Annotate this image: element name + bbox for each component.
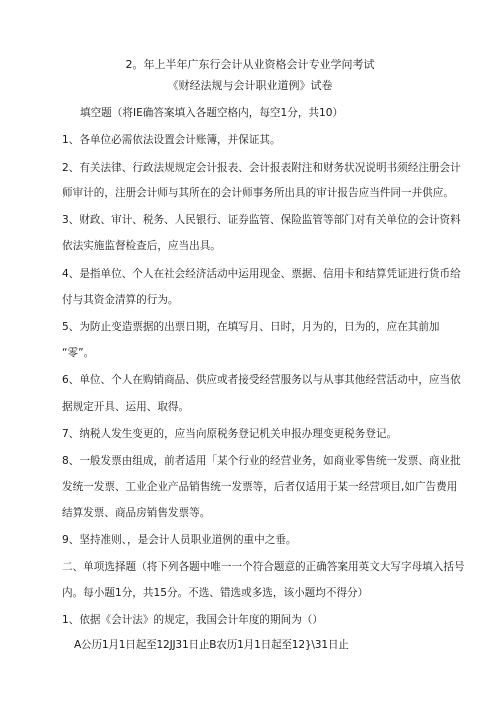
- question-8-line-2: 发统一发票、工业企业产品销售统一发票等，后者仅适用于某一经营项目,如广告费用: [62, 481, 458, 493]
- choice-question-1-options: A公历1月1日起至12JJ31日止B农历1月1日起至12}\31日止: [74, 639, 349, 651]
- question-8-line-3: 结算发票、商品房销售发票等。: [62, 507, 211, 519]
- question-6-line-1: 6、单位、个人在购销商品、供应或者接受经营服务以与从事其他经营活动中，应当依: [62, 374, 461, 386]
- question-7: 7、纳税人发生变更的，应当向原税务登记机关申报办理变更税务登记。: [62, 428, 398, 440]
- question-4-line-2: 付与其资金清算的行为。: [62, 294, 179, 306]
- section-heading-single-choice-line-1: 二、单项选择题（将下列各题中唯一一个符合题意的正确答案用英文大写字母填入括号: [62, 561, 465, 573]
- question-9: 9、坚持准则、，是会计人员职业道例的重中之垂。: [62, 534, 297, 546]
- question-2-line-1: 2、有关法律、行政法规规定会计报表、会计报表附注和财务状况说明书须经注册会计: [62, 162, 461, 174]
- question-1: 1、各单位必需依法设置会计账簿，并保证其。: [62, 134, 281, 146]
- question-3-line-1: 3、财政、审计、税务、人民银行、证券监管、保险监管等部门对有关单位的会计资料: [62, 214, 461, 226]
- question-8-line-1: 8、一般发票由组成，前者适用「某个行业的经营业务，如商业零售统一发票、商业批: [62, 455, 461, 467]
- exam-subtitle: 《财经法规与会计职业道例》试卷: [167, 79, 333, 92]
- question-5-line-1: 5、为防止变造票据的出票日期，在填写月、日时，月为的，日为的，应在其前加: [62, 321, 440, 333]
- exam-title: 2。年上半年广东行会计从业资格会计专业学问考试: [125, 58, 375, 71]
- question-5-line-2: “零”。: [62, 347, 95, 359]
- question-3-line-2: 依法实施监督检查后，应当出具。: [62, 240, 221, 252]
- question-6-line-2: 据规定开具、运用、取得。: [62, 401, 190, 413]
- question-2-line-2: 师审计的，注册会计师与其所在的会计师事务所出具的审计报告应当件同一并供应。: [62, 187, 454, 199]
- section-heading-fill-in: 填空题（将IE确答案填入各题空格内，每空1分，共10）: [80, 107, 344, 119]
- question-4-line-1: 4、是指单位、个人在社会经济活动中运用现金、票据、信用卡和结算凭证进行货币给: [62, 268, 461, 280]
- choice-question-1: 1、依据《会计法》的规定，我国会计年度的期间为（）: [62, 614, 323, 626]
- section-heading-single-choice-line-2: 内。每小题1分，共15分。不选、错选或多选，该小题均不得分）: [62, 587, 369, 599]
